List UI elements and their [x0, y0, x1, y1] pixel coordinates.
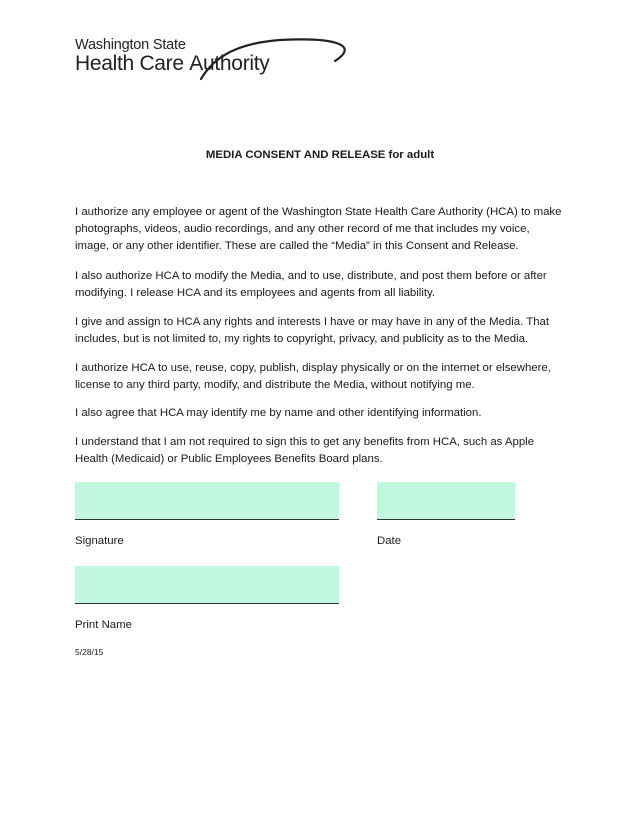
logo-line1: Washington State [75, 37, 186, 53]
paragraph-identify: I also agree that HCA may identify me by name and other identifying information. [75, 407, 482, 419]
logo-brand-letter: A [189, 52, 204, 75]
hca-logo [75, 37, 315, 81]
paragraph-authorize-use: I authorize HCA to use, reuse, copy, publish, display physically or on the internet or elsewhere, license to any third party, modify, and distribute the Media, without notifying me. [75, 362, 551, 391]
document-title: MEDIA CONSENT AND RELEASE for adult [205, 149, 435, 161]
date-label: Date [377, 535, 402, 547]
print-name-field[interactable] [75, 566, 339, 604]
paragraph-authorize-recording: I authorize any employee or agent of the Washington State Health Care Authority (HCA) to make photographs, videos, audio recordings, and any other record of me that includes my voice, image, or any other identifier. These are called the “Media” in this Consent and Release. [75, 206, 562, 252]
revision-date: 5/28/15 [75, 647, 104, 657]
signature-field[interactable] [75, 482, 339, 520]
paragraph-authorize-modify: I also authorize HCA to modify the Media, and to use, distribute, and post them before or after modifying. I release HCA and its employees and agents from all liability. [75, 270, 547, 299]
logo-line2-prefix: Health Care [75, 52, 190, 75]
print-name-label: Print Name [75, 619, 132, 631]
signature-label: Signature [75, 535, 124, 547]
paragraph-no-benefits-required: I understand that I am not required to sign this to get any benefits from HCA, such as Apple Health (Medicaid) or Public Employees Benefits Board plans. [75, 436, 535, 465]
logo-swoosh-icon [185, 37, 385, 81]
paragraph-assign-rights: I give and assign to HCA any rights and interests I have or may have in any of the Media. That includes, but is not limited to, my rights to copyright, privacy, and publicity as to the Media. [75, 316, 550, 345]
date-field[interactable] [377, 482, 515, 520]
logo-line2-suffix: uthority [203, 52, 270, 75]
